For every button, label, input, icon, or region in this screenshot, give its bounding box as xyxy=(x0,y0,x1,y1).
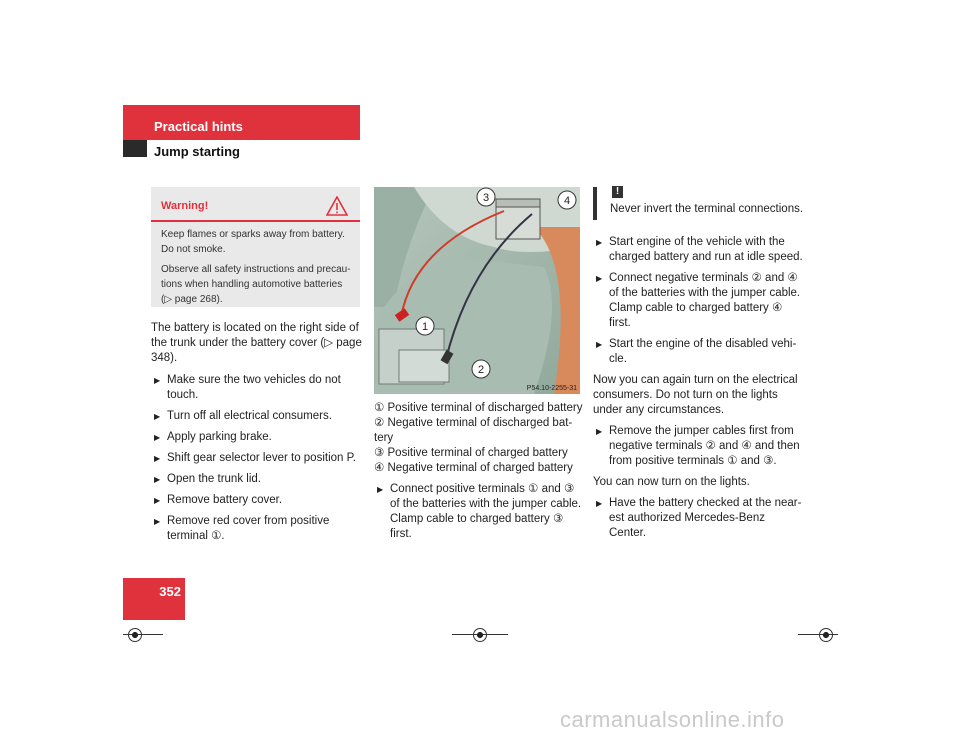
paragraph: You can now turn on the lights. xyxy=(593,476,750,488)
registration-mark-icon xyxy=(473,628,487,642)
legend-item: ① Positive terminal of discharged battery xyxy=(374,402,583,414)
warning-body xyxy=(161,227,356,312)
paragraph: Now you can again turn on the electrical consumers. Do not turn on the lights under any circumstances. xyxy=(593,374,798,416)
step-item: ▶ Remove red cover from positive terminal ①. xyxy=(151,514,363,544)
note-bar xyxy=(593,187,597,220)
note-icon: ! xyxy=(612,186,623,198)
page-number: 352 xyxy=(159,584,181,599)
step-item: ▶ Open the trunk lid. xyxy=(151,472,363,487)
warning-line: Keep flames or sparks away from battery. Do not smoke. xyxy=(161,229,345,255)
topic-title: Jump starting xyxy=(154,144,240,159)
battery-location-text: The battery is located on the right side of the trunk under the battery cover (▷ page 348). xyxy=(151,322,362,364)
column-left xyxy=(151,321,363,544)
legend-item: ② Negative terminal of discharged bat-tery xyxy=(374,417,573,444)
figure-code: P54.10-2255-31 xyxy=(526,385,577,392)
step-item: ▶ Start engine of the vehicle with the charged battery and run at idle speed. xyxy=(593,235,805,265)
step-item: ▶ Connect positive terminals ① and ③ of the batteries with the jumper cable. Clamp cable to charged battery ③ first. xyxy=(374,482,584,542)
step-item: ▶ Connect negative terminals ② and ④ of the batteries with the jumper cable. Clamp cable to charged battery ④ first. xyxy=(593,271,805,331)
callout-4: 4 xyxy=(563,195,571,207)
step-item: ▶ Have the battery checked at the near-est authorized Mercedes-Benz Center. xyxy=(593,496,805,541)
warning-title: Warning! xyxy=(161,200,209,212)
warning-box xyxy=(151,187,360,307)
step-item: ▶ Remove the jumper cables first from negative terminals ② and ④ and then from positive terminals ① and ③. xyxy=(593,424,805,469)
registration-mark-icon xyxy=(128,628,142,642)
step-item: ▶ Apply parking brake. xyxy=(151,430,363,445)
column-middle xyxy=(374,401,584,542)
header-marker xyxy=(123,140,147,157)
battery-jump-illustration xyxy=(374,187,580,394)
callout-2: 2 xyxy=(477,364,485,376)
warning-triangle-icon xyxy=(326,196,348,216)
column-right xyxy=(593,235,805,541)
registration-mark-icon xyxy=(819,628,833,642)
callout-3: 3 xyxy=(482,192,490,204)
legend-item: ④ Negative terminal of charged battery xyxy=(374,462,573,474)
note-text: Never invert the terminal connections. xyxy=(610,203,804,215)
legend-item: ③ Positive terminal of charged battery xyxy=(374,447,568,459)
step-item: ▶ Remove battery cover. xyxy=(151,493,363,508)
step-item: ▶ Turn off all electrical consumers. xyxy=(151,409,363,424)
section-title: Practical hints xyxy=(154,119,243,134)
callout-1: 1 xyxy=(421,321,429,333)
step-item: ▶ Shift gear selector lever to position P. xyxy=(151,451,363,466)
step-item: ▶ Start the engine of the disabled vehi-cle. xyxy=(593,337,805,367)
warning-line: Observe all safety instructions and precau-tions when handling automotive batteries (▷ page 268). xyxy=(161,264,351,305)
warning-divider xyxy=(151,220,360,222)
step-item: ▶ Make sure the two vehicles do not touch. xyxy=(151,373,363,403)
watermark: carmanualsonline.info xyxy=(560,707,785,732)
